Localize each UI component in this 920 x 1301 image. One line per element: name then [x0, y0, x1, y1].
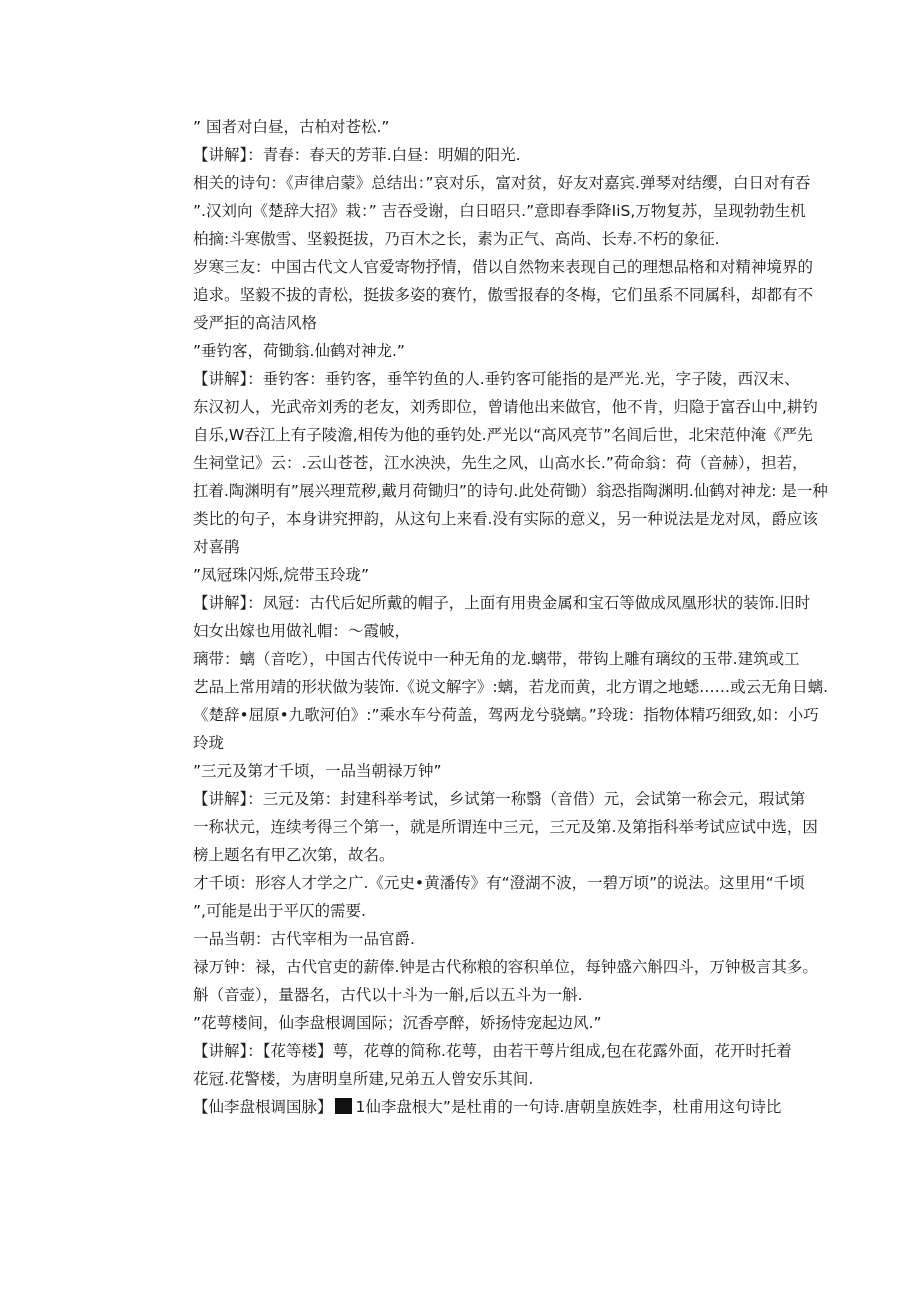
- text-line: ”垂钓客，荷锄翁.仙鹤对神龙.”: [193, 342, 405, 360]
- text-line: 对喜鹃: [193, 538, 240, 556]
- redaction-block-icon: [335, 1098, 352, 1114]
- text-line: 东汉初人，光武帝刘秀的老友，刘秀即位，曾请他出来做官，他不肯，归隐于富吞山中,耕钓: [193, 398, 818, 416]
- text-line: ” 国者对白昼，古柏对苍松.”: [193, 118, 390, 136]
- text-segment: 1仙李盘根大”是杜甫的一句诗.唐朝皇族姓李，杜甫用这句诗比: [355, 1098, 782, 1116]
- text-line: 【讲解】：【花等楼】萼，花尊的简称.花萼，由若干萼片组成,包在花露外面，花开时托着: [193, 1042, 792, 1060]
- text-line: 生祠堂记》云：.云山苍苍，江水泱泱，先生之风，山高水长.”荷命翁：荷（音赫），担若，: [193, 454, 808, 472]
- text-line: 禄万钟：禄，古代官吏的薪俸.钟是古代称粮的容积单位，每钟盛六斛四斗，万钟极言其多。: [193, 958, 818, 976]
- text-segment: 【仙李盘根调国脉】: [193, 1098, 333, 1116]
- text-line: 妇女出嫁也用做礼帽：〜霞帔，: [193, 622, 411, 640]
- text-line: ”凤冠珠闪烁,烷带玉玲珑”: [193, 566, 369, 584]
- text-line: 岁寒三友：中国古代文人官爱寄物抒情，借以自然物来表现自己的理想品格和对精神境界的: [193, 258, 814, 276]
- text-line: 斛（音壶），量器名，古代以十斗为一斛,后以五斗为一斛.: [193, 986, 583, 1004]
- text-line: 【讲解】：凤冠：古代后妃所戴的帽子，上面有用贵金属和宝石等做成凤凰形状的装饰.旧时: [193, 594, 811, 612]
- text-line: ”花萼楼间，仙李盘根调国际；沉香亭醉，娇扬恃宠起边风.”: [193, 1014, 602, 1032]
- text-line: 受严拒的高洁风格: [193, 314, 318, 332]
- text-line: 一品当朝：古代宰相为一品官爵.: [193, 930, 415, 948]
- text-line: 柏摘:斗寒傲雪、坚毅挺拔，乃百木之长，素为正气、高尚、长寿.不朽的象征.: [193, 230, 720, 248]
- text-line: 璃带：螭（音吃），中国古代传说中一种无角的龙.螭带，带钩上雕有璃纹的玉带.建筑或工: [193, 650, 800, 668]
- text-line: 自乐,W吞江上有子陵澹,相传为他的垂钓处.严光以“高风亮节”名闾后世，北宋范仲淹《严先: [193, 426, 813, 444]
- text-line: 花冠.花警楼，为唐明皇所建,兄弟五人曾安乐其间.: [193, 1070, 534, 1088]
- text-line: 榜上题名有甲乙次第，故名。: [193, 846, 395, 864]
- text-line: 玲珑: [193, 734, 225, 752]
- text-line: 才千顷：形容人才学之广.《元史•黄潘传》有“澄湖不波，一碧万顷”的说法。这里用“千顷: [193, 874, 805, 892]
- text-line: 扛着.陶渊明有”展兴理荒秽,戴月荷锄归”的诗句.此处荷锄）翁恐指陶渊明.仙鹤对神龙: 是一种: [193, 482, 828, 500]
- text-line: 【讲解】：青春：春天的芳菲.白昼：明媚的阳光.: [193, 146, 521, 164]
- text-line: 一称状元，连续考得三个第一，就是所谓连中三元，三元及第.及第指科举考试应试中选，因: [193, 818, 818, 836]
- text-line: 类比的句子，本身讲究押韵，从这句上来看.没有实际的意义，另一种说法是龙对凤，爵应该: [193, 510, 818, 528]
- text-line: 追求。坚毅不拔的青松，挺拔多姿的赛竹，傲雪报春的冬梅，它们虽系不同属科，却都有不: [193, 286, 814, 304]
- text-line: ”三元及第才千顷，一品当朝禄万钟”: [193, 762, 442, 780]
- text-line: 【讲解】：三元及第：封建科举考试，乡试第一称翳（音借）元，会试第一称会元，瑕试第: [193, 790, 806, 808]
- text-line: 【讲解】：垂钓客：垂钓客，垂竿钓鱼的人.垂钓客可能指的是严光.光，字子陵，西汉末、: [193, 370, 800, 388]
- text-line-last: [193, 1097, 828, 1117]
- text-line: 艺品上常用靖的形状做为装饰.《说文解字》:螭，若龙而黄，北方谓之地蟋……或云无角日螭.: [193, 678, 829, 696]
- text-line: 相关的诗句：《声律启蒙》总结出：”哀对乐，富对贫，好友对嘉宾.弹琴对结缨，白日对有吞: [193, 174, 811, 192]
- text-line: ”,可能是出于平仄的需要.: [193, 902, 366, 920]
- text-line: 《楚辞•屈原•九歌河伯》:”乘水车兮荷盖，驾两龙兮骁螭。”玲珑：指物体精巧细致,如：小巧: [193, 706, 819, 724]
- text-line: ”.汉刘向《楚辞大招》栽：” 吉吞受谢，白日昭只.”意即春季降IiS,万物复苏，呈现勃勃生机: [193, 202, 806, 220]
